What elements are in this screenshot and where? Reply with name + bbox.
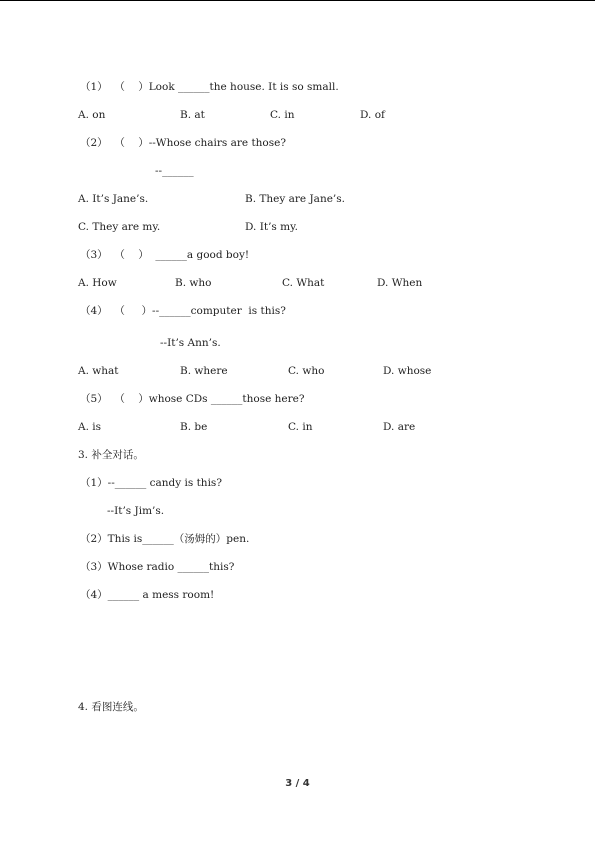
question-1-option-d: D. of — [360, 109, 385, 121]
section-3-item-2: （2）This is______（汤姆的）pen. — [80, 533, 250, 545]
question-4-option-a: A. what — [78, 365, 119, 377]
section-3-item-3: （3）Whose radio ______this? — [80, 561, 235, 573]
question-5-option-b: B. be — [180, 421, 208, 433]
question-3-option-d: D. When — [377, 277, 423, 289]
section-3-item-4: （4）______ a mess room! — [80, 589, 215, 601]
question-5-option-c: C. in — [288, 421, 313, 433]
question-2-option-c: C. They are my. — [78, 221, 161, 233]
question-3-option-c: C. What — [282, 277, 325, 289]
section-4-heading: 4. 看图连线。 — [78, 701, 144, 713]
question-4-option-b: B. where — [180, 365, 228, 377]
question-3-stem: （3） （ ） ______a good boy! — [80, 249, 250, 261]
question-3-option-b: B. who — [175, 277, 212, 289]
question-2-answer-line: --______ — [155, 165, 194, 177]
question-1-option-a: A. on — [78, 109, 106, 121]
question-2-stem: （2） （ ）--Whose chairs are those? — [80, 137, 286, 149]
page-number: 3 / 4 — [285, 778, 310, 789]
question-2-option-a: A. It’s Jane’s. — [78, 193, 149, 205]
question-2-option-b: B. They are Jane’s. — [245, 193, 345, 205]
question-2-option-d: D. It’s my. — [245, 221, 298, 233]
question-4-answer-line: --It’s Ann’s. — [160, 337, 221, 349]
question-4-option-d: D. whose — [383, 365, 432, 377]
top-rule — [0, 0, 595, 1]
section-3-item-1: （1）--______ candy is this? — [80, 477, 222, 489]
question-1-option-b: B. at — [180, 109, 205, 121]
question-4-stem: （4） （ ）--______computer is this? — [80, 305, 286, 317]
section-3-item-1-reply: --It’s Jim’s. — [107, 505, 165, 517]
question-4-option-c: C. who — [288, 365, 325, 377]
section-3-heading: 3. 补全对话。 — [78, 449, 144, 461]
question-5-option-d: D. are — [383, 421, 416, 433]
question-5-option-a: A. is — [78, 421, 102, 433]
question-3-option-a: A. How — [78, 277, 117, 289]
question-1-stem: （1） （ ）Look ______the house. It is so small. — [80, 81, 339, 93]
question-1-option-c: C. in — [270, 109, 295, 121]
question-5-stem: （5） （ ）whose CDs ______those here? — [80, 393, 305, 405]
